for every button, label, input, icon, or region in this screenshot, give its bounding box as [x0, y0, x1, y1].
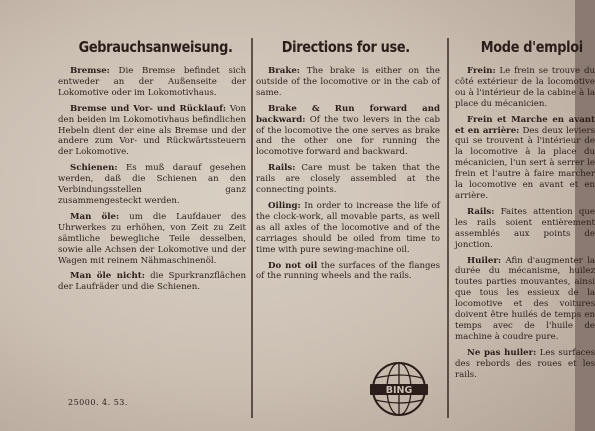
french-paragraph-brake: Frein: Le frein se trouve du côté extérieur de la locomotive ou à l'intérieur de la cabine à la place du mécanicien.: [455, 66, 595, 109]
english-paragraph-oiling: Oiling: In order to increase the life of the clock-work, all movable parts, as well as all axles of the locomotive and of the carriages should be oiled from time to time with pure sewing-machine oil.: [256, 200, 440, 255]
french-column: [455, 38, 595, 385]
french-paragraph-brake-run: Frein et Marche en avant et en arrière: Des deux leviers qui se trouvent à l'intérieur de la locomotive à la place du mécanicien, l'un sert à serrer le frein et l'autre à faire marcher la locomotive en avant et en arrière.: [455, 114, 595, 201]
english-paragraph-brake-run: Brake & Run forward and backward: Of the two levers in the cab of the locomotive the one serves as brake and the other one for running the locomotive forward and backward.: [256, 103, 440, 158]
english-paragraph-do-not-oil: Do not oil the surfaces of the flanges of the running wheels and the rails.: [256, 260, 440, 282]
french-paragraph-oiling: Huiler: Afin d'augmenter la durée du mécanisme, huilez toutes parties mouvantes, ainsi que tous les essieux de la locomotive et des voitures doivent être huilés de temps en temps avec de l'huile de machine à coudre pure.: [455, 255, 595, 342]
globe-logo-icon: [366, 356, 432, 422]
english-paragraph-brake: Brake: The brake is either on the outside of the locomotive or in the cab of same.: [256, 66, 440, 98]
french-paragraph-do-not-oil: Ne pas huiler: Les surfaces des rebords des roues et les rails.: [455, 347, 595, 380]
german-column: [58, 38, 246, 298]
column-divider-right: [447, 38, 449, 418]
german-paragraph-oiling: Man öle: um die Laufdauer des Uhrwerkes zu erhöhen, von Zeit zu Zeit sämtliche bewegliche Teile desselben, sowie alle Achsen der Lokomotive und der Wagen mit reinem Nähmaschinenöl.: [58, 211, 246, 266]
column-divider-left: [251, 38, 253, 418]
french-paragraph-rails: Rails: Faites attention que les rails soient entièrement assemblés aux points de jonction.: [455, 206, 595, 250]
german-paragraph-rails: Schienen: Es muß darauf gesehen werden, daß die Schienen an den Verbindungsstellen ganz zusammengesteckt werden.: [58, 163, 246, 206]
print-number: 25000. 4. 53.: [68, 398, 128, 407]
german-paragraph-do-not-oil: Man öle nicht: die Spurkranzflächen der Laufräder und die Schienen.: [58, 271, 246, 293]
german-title: Gebrauchsanweisung.: [78, 38, 233, 56]
logo-text: BING: [385, 385, 413, 396]
french-title: Mode d'emploi: [480, 38, 583, 56]
english-paragraph-rails: Rails: Care must be taken that the rails are closely assembled at the connecting points.: [256, 163, 440, 196]
english-column: [256, 38, 440, 287]
english-title: Directions for use.: [281, 38, 410, 56]
german-paragraph-brake: Bremse: Die Bremse befindet sich entweder an der Außenseite der Lokomotive oder im Lokomotivhaus.: [58, 66, 246, 98]
german-paragraph-brake-run: Bremse und Vor- und Rücklauf: Von den beiden im Lokomotivhaus befindlichen Hebeln dient der eine als Bremse und der andere zum Vor- und Rückwärtssteuern der Lokomotive.: [58, 103, 247, 158]
